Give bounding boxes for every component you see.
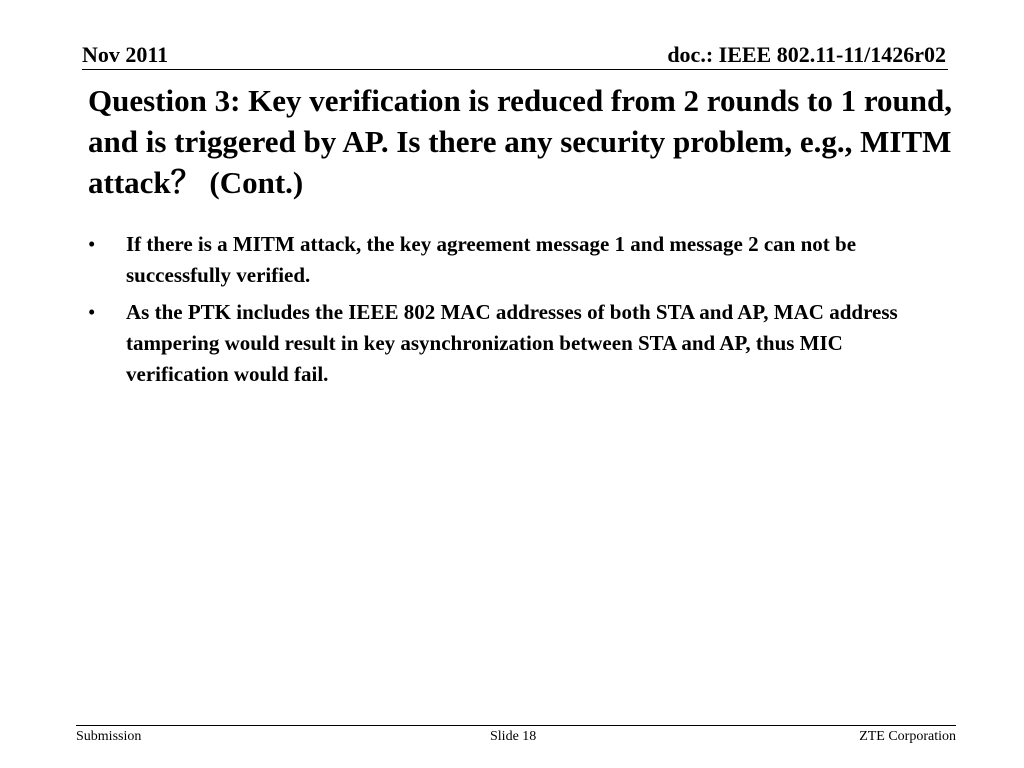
header-divider xyxy=(82,69,948,70)
footer-organization: ZTE Corporation xyxy=(859,729,956,744)
bullet-item xyxy=(88,229,938,291)
header-date: Nov 2011 xyxy=(82,42,169,67)
bullet-marker: • xyxy=(88,232,96,256)
footer-slide-number: Slide 18 xyxy=(490,729,537,744)
footer-submission: Submission xyxy=(76,729,142,744)
bullet-marker: • xyxy=(88,300,96,324)
bullet-list xyxy=(88,229,938,396)
bullet-item xyxy=(88,297,938,390)
bullet-text: If there is a MITM attack, the key agreement message 1 and message 2 can not be successfully verified. xyxy=(126,232,857,287)
bullet-text: As the PTK includes the IEEE 802 MAC addresses of both STA and AP, MAC address tampering would result in key asynchronization between STA and AP, thus MIC verification would fail. xyxy=(126,300,898,386)
footer-divider xyxy=(76,725,956,726)
header-doc-id: doc.: IEEE 802.11-11/1426r02 xyxy=(667,42,946,67)
slide-title: Question 3: Key verification is reduced from 2 rounds to 1 round, and is triggered by AP. Is there any security problem, e.g., MITM attack？ (Cont.) xyxy=(88,83,953,200)
